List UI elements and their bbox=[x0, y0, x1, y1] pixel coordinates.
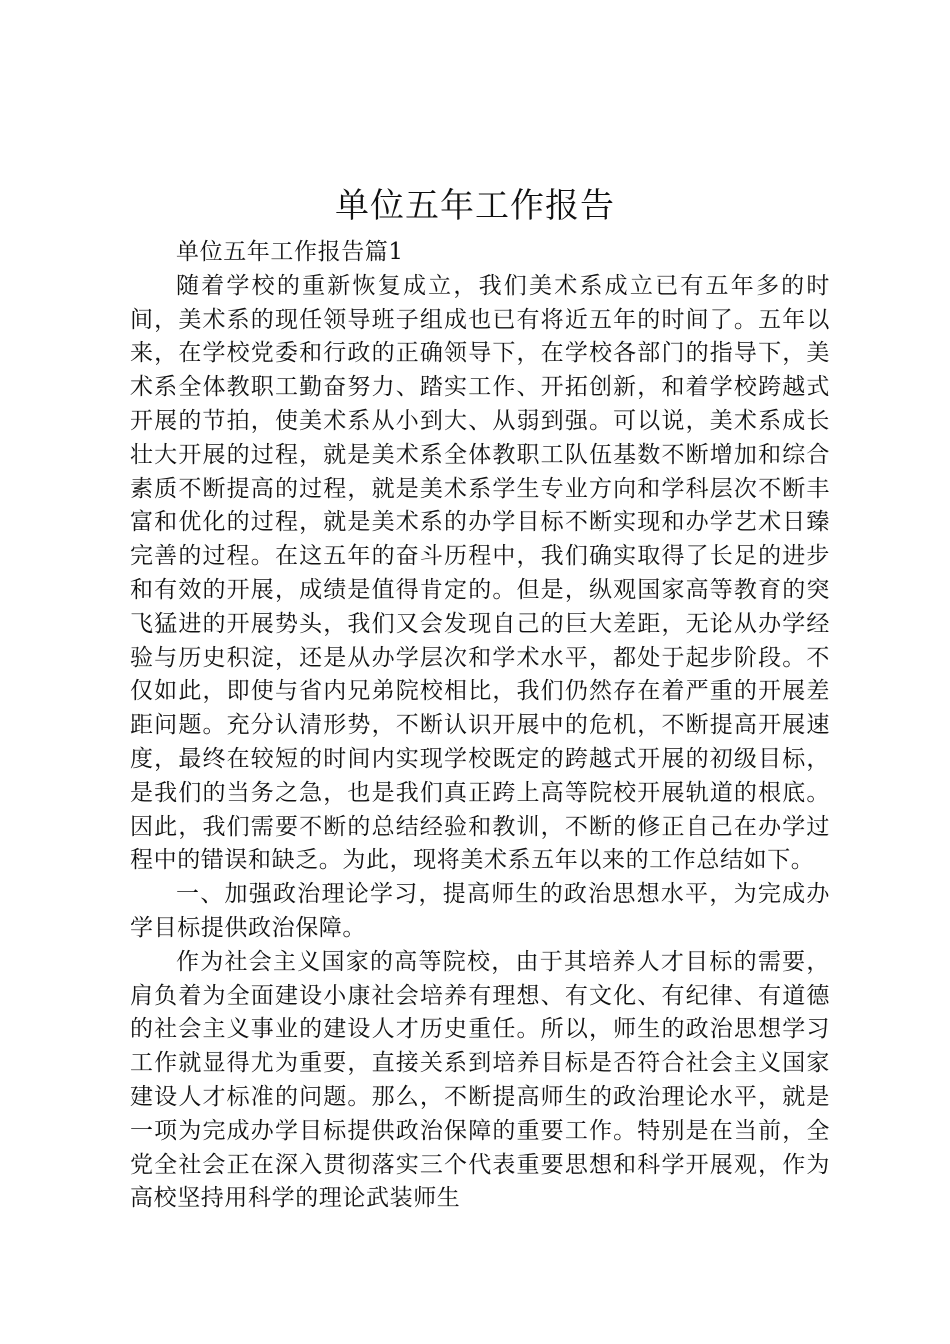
document-title: 单位五年工作报告 bbox=[335, 186, 615, 226]
paragraph: 随着学校的重新恢复成立，我们美术系成立已有五年多的时间，美术系的现任领导班子组成也已有将近五年的时间了。五年以来，在学校党委和行政的正确领导下，在学校各部门的指导下，美术系全体教职工勤奋努力、踏实工作、开拓创新，和着学校跨越式开展的节拍，使美术系从小到大、从弱到强。可以说，美术系成长壮大开展的过程，就是美术系全体教职工队伍基数不断增加和综合素质不断提高的过程，就是美术系学生专业方向和学科层次不断丰富和优化的过程，就是美术系的办学目标不断实现和办学艺术日臻完善的过程。在这五年的奋斗历程中，我们确实取得了长足的进步和有效的开展，成绩是值得肯定的。但是，纵观国家高等教育的突飞猛进的开展势头，我们又会发现自己的巨大差距，无论从办学经验与历史积淀，还是从办学层次和学术水平，都处于起步阶段。不仅如此，即使与省内兄弟院校相比，我们仍然存在着严重的开展差距问题。充分认清形势，不断认识开展中的危机，不断提高开展速度，最终在较短的时间内实现学校既定的跨越式开展的初级目标，是我们的当务之急，也是我们真正跨上高等院校开展轨道的根底。因此，我们需要不断的总结经验和教训，不断的修正自己在办学过程中的错误和缺乏。为此，现将美术系五年以来的工作总结如下。 bbox=[130, 272, 830, 874]
section-heading: 单位五年工作报告篇1 bbox=[176, 239, 404, 265]
paragraph: 作为社会主义国家的高等院校，由于其培养人才目标的需要，肩负着为全面建设小康社会培养有理想、有文化、有纪律、有道德的社会主义事业的建设人才历史重任。所以，师生的政治思想学习工作就显得尤为重要，直接关系到培养目标是否符合社会主义国家建设人才标准的问题。那么，不断提高师生的政治理论水平，就是一项为完成办学目标提供政治保障的重要工作。特别是在当前，全党全社会正在深入贯彻落实三个代表重要思想和科学开展观，作为高校坚持用科学的理论武装师生 bbox=[130, 948, 830, 1212]
paragraph: 一、加强政治理论学习，提高师生的政治思想水平，为完成办学目标提供政治保障。 bbox=[130, 881, 830, 941]
document-body bbox=[130, 236, 830, 1216]
